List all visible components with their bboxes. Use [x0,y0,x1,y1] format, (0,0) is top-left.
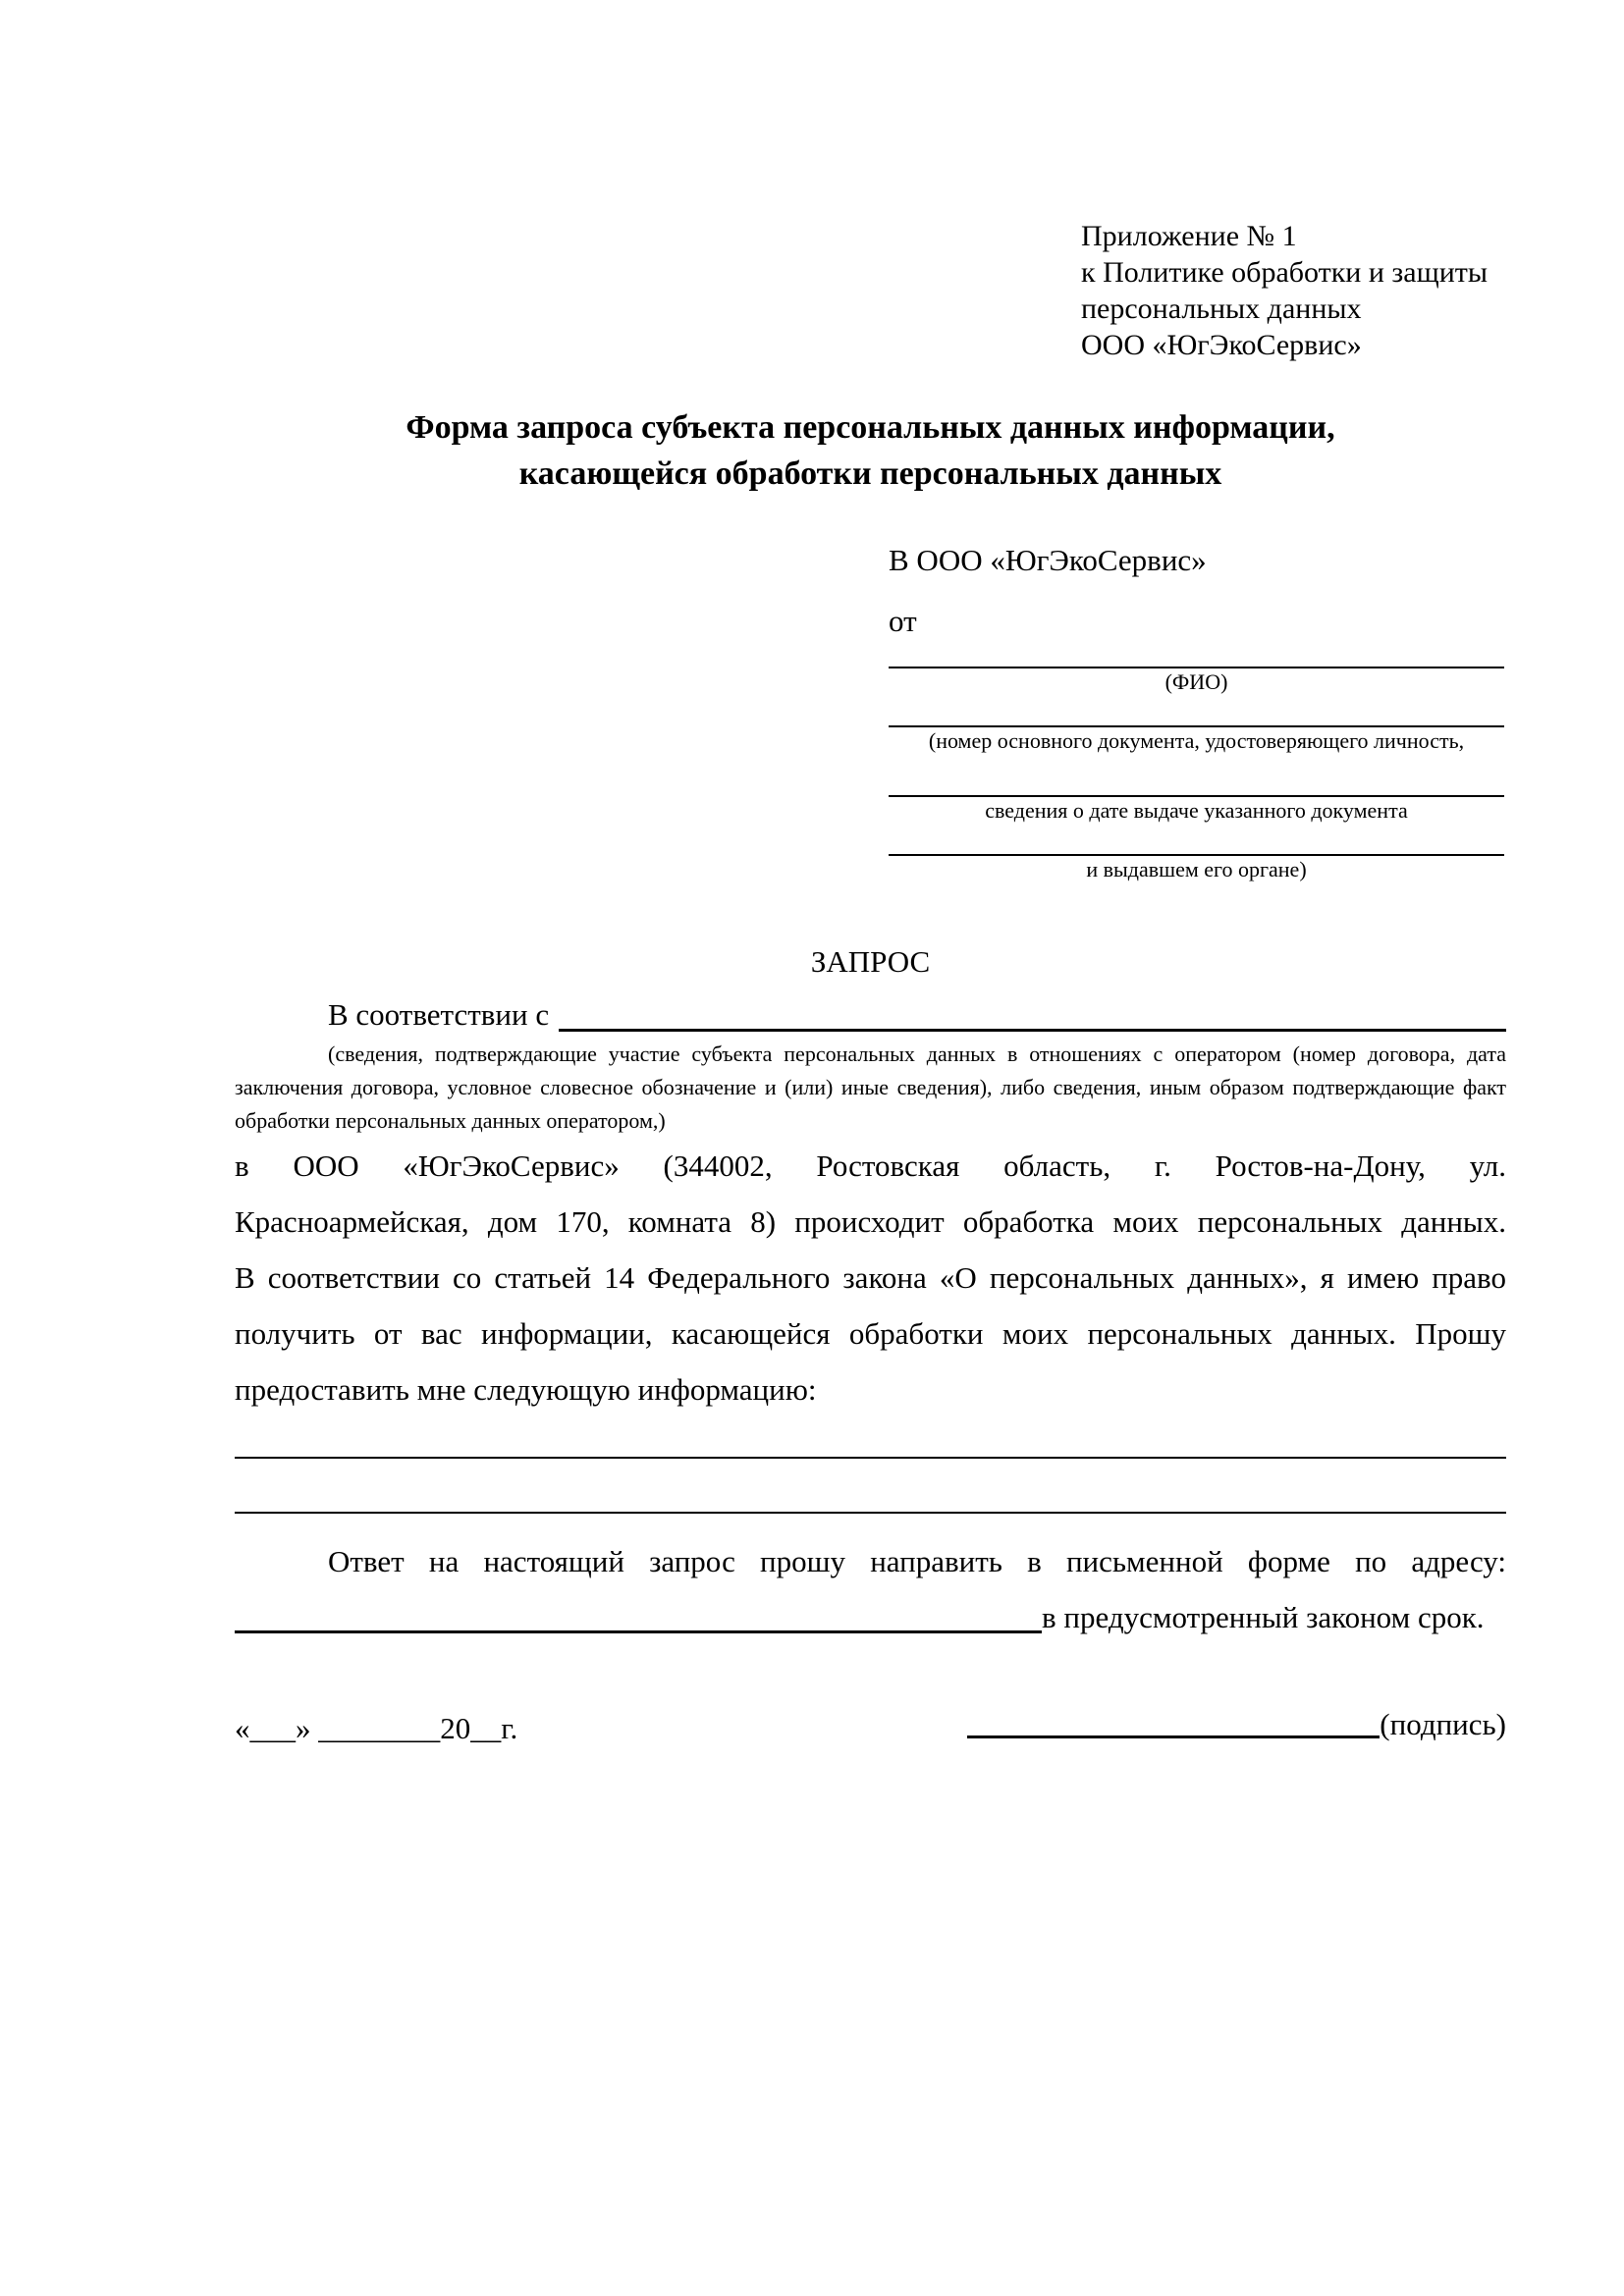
body-line: Красноармейская, дом 170, комната 8) происходит обработка моих персональных данных. [235,1204,1506,1239]
appendix-block [1081,218,1506,363]
signature-blank-line [967,1735,1380,1738]
note-line: заключения договора, условное словесное обозначение и (или) иные сведения), либо сведения, иным образом подтверждающие факт [235,1075,1506,1099]
intro-blank-line [559,1029,1506,1032]
appendix-line: Приложение № 1 [1081,220,1297,252]
body-paragraph [235,1138,1506,1417]
body-line: в ООО «ЮгЭкоСервис» (344002, Ростовская область, г. Ростов-на-Дону, ул. [235,1148,1506,1183]
document-title-line: Форма запроса субъекта персональных данных информации, [406,409,1335,446]
request-heading: ЗАПРОС [810,944,931,979]
term-row [235,1589,1506,1645]
document-number-blank-line [889,695,1504,727]
signature-caption: (подпись) [1380,1707,1506,1741]
addressee-to: В ООО «ЮгЭкоСервис» [889,543,1207,577]
intro-lead-text: В соответствии с [328,997,550,1032]
body-line: предоставить мне следующую информацию: [235,1372,817,1407]
answer-paragraph [235,1533,1506,1645]
issue-date-caption: сведения о дате выдаче указанного документа [985,798,1408,823]
document-number-caption: (номер основного документа, удостоверяющего личность, [928,728,1465,753]
body-line: получить от вас информации, касающейся обработки моих персональных данных. Прошу [235,1316,1506,1351]
document-content [235,218,1506,1747]
document-title [235,404,1506,497]
intro-row [235,996,1506,1034]
signature-group [967,1706,1506,1743]
info-blank-line [235,1459,1506,1514]
date-blank-text: «___» ________20__г. [235,1711,518,1745]
info-blank-line [235,1417,1506,1459]
addressee-from-label: от [889,604,917,638]
appendix-line: персональных данных [1081,293,1362,325]
issue-date-blank-line [889,754,1504,797]
answer-line: Ответ на настоящий запрос прошу направить в письменной форме по адресу: [328,1544,1506,1578]
address-blank-line [235,1630,1042,1633]
note-line: обработки персональных данных оператором,) [235,1108,666,1133]
appendix-line: к Политике обработки и защиты [1081,256,1489,289]
date-signature-row [235,1706,1506,1747]
explanatory-note [235,1038,1506,1138]
appendix-line: ООО «ЮгЭкоСервис» [1081,329,1362,361]
body-line: В соответствии со статьей 14 Федерального закона «О персональных данных», я имею право [235,1260,1506,1295]
document-title-line: касающейся обработки персональных данных [518,455,1222,492]
fio-blank-line [889,640,1504,668]
issuing-authority-caption: и выдавшем его органе) [1086,857,1307,881]
term-text: в предусмотренный законом срок. [1042,1600,1485,1634]
issuing-authority-blank-line [889,824,1504,856]
fio-caption: (ФИО) [1164,669,1228,694]
note-line: (сведения, подтверждающие участие субъекта персональных данных в отношениях с оператором (номер договора, дата [328,1041,1506,1066]
addressee-block [889,542,1504,882]
